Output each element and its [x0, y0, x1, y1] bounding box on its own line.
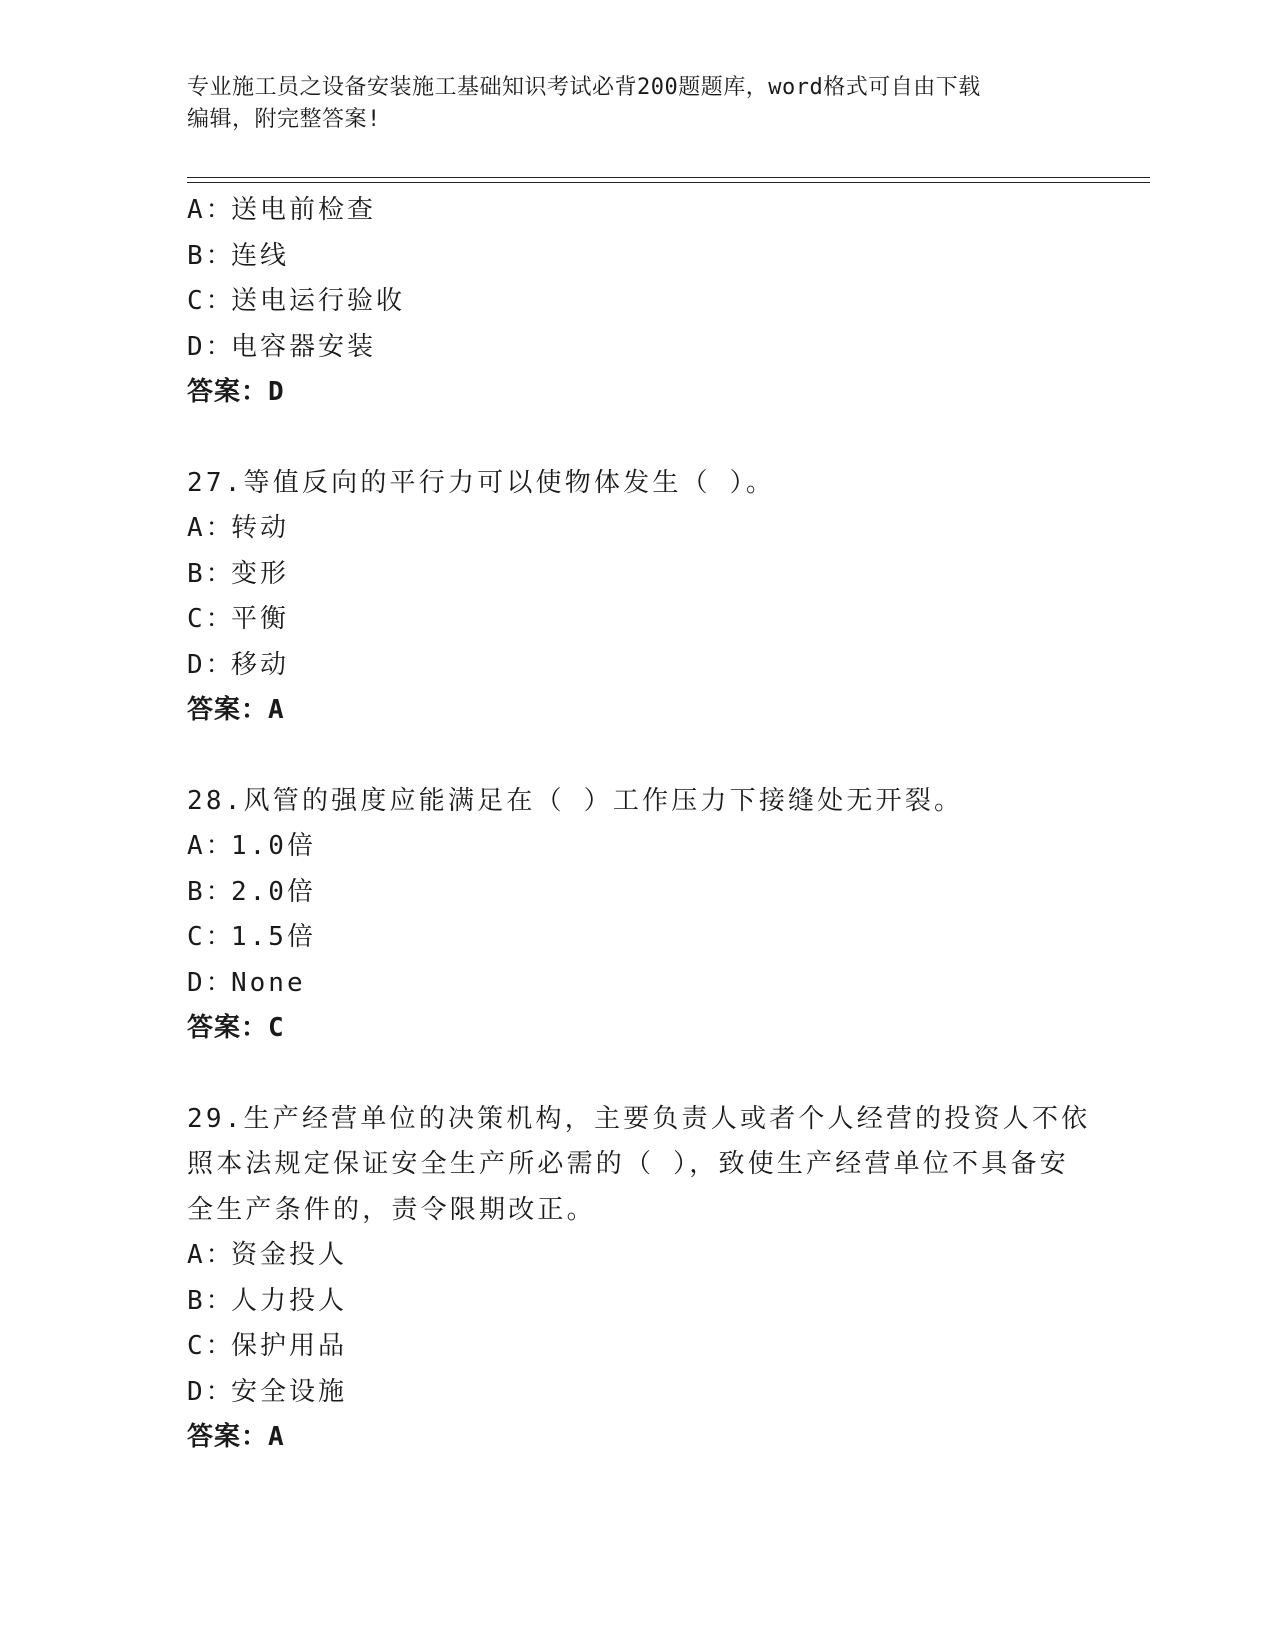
option-b — [187, 234, 1087, 280]
header-line-2: 编辑，附完整答案! — [187, 107, 381, 132]
option-text: 人力投人 — [231, 1285, 348, 1316]
option-key: C： — [187, 922, 235, 952]
answer-line: 答案：C — [187, 1013, 285, 1043]
option-key: D： — [187, 649, 235, 680]
option-d — [187, 325, 1087, 371]
option-c — [187, 915, 1087, 961]
option-text: 电容器安装 — [231, 331, 377, 362]
option-text: 变形 — [231, 558, 290, 589]
question-line: 29.生产经营单位的决策机构，主要负责人或者个人经营的投资人不依 — [187, 1103, 1091, 1134]
option-key: B： — [187, 876, 235, 907]
option-text: 平衡 — [231, 604, 290, 634]
option-text: 转动 — [231, 513, 290, 543]
block-spacer — [187, 734, 1087, 779]
option-d — [187, 1370, 1087, 1416]
option-key: A： — [187, 195, 235, 225]
option-text: 2.0倍 — [231, 876, 316, 907]
option-key: C： — [187, 286, 235, 316]
option-text: 保护用品 — [231, 1331, 348, 1361]
option-b — [187, 552, 1087, 598]
question-block-29 — [187, 1097, 1091, 1461]
block-spacer — [187, 1052, 1087, 1097]
document-header — [187, 72, 1067, 136]
option-text: 连线 — [231, 240, 290, 271]
option-c — [187, 597, 1087, 643]
question-text — [187, 1097, 1091, 1234]
option-a — [187, 506, 1087, 552]
answer-line: 答案：D — [187, 377, 285, 407]
option-key: B： — [187, 240, 235, 271]
option-b — [187, 870, 1087, 916]
option-d — [187, 643, 1087, 689]
question-line: 28.风管的强度应能满足在（ ）工作压力下接缝处无开裂。 — [187, 785, 964, 816]
option-text: 1.5倍 — [231, 922, 316, 952]
block-spacer — [187, 416, 1087, 461]
option-key: D： — [187, 967, 235, 998]
option-text: 资金投人 — [231, 1240, 348, 1270]
header-divider-top — [187, 177, 1150, 178]
option-text: 送电运行验收 — [231, 286, 406, 316]
answer-line: 答案：A — [187, 695, 285, 725]
option-text: 1.0倍 — [231, 831, 316, 861]
option-text: 安全设施 — [231, 1376, 348, 1407]
question-line: 全生产条件的，责令限期改正。 — [187, 1194, 596, 1225]
option-key: C： — [187, 604, 235, 634]
option-key: B： — [187, 1285, 235, 1316]
option-key: C： — [187, 1331, 235, 1361]
question-block-28 — [187, 779, 1087, 1052]
option-a — [187, 188, 1087, 234]
question-block-27 — [187, 461, 1087, 734]
option-text: None — [231, 967, 306, 998]
option-d — [187, 961, 1087, 1007]
option-key: A： — [187, 831, 235, 861]
option-key: A： — [187, 513, 235, 543]
option-key: D： — [187, 1376, 235, 1407]
option-b — [187, 1279, 1087, 1325]
option-a — [187, 1233, 1087, 1279]
question-line: 27.等值反向的平行力可以使物体发生（ ）。 — [187, 467, 776, 498]
answer-line: 答案：A — [187, 1422, 285, 1452]
option-text: 移动 — [231, 649, 290, 680]
question-text — [187, 461, 1087, 507]
option-c — [187, 1324, 1087, 1370]
option-key: A： — [187, 1240, 235, 1270]
option-text: 送电前检查 — [231, 195, 377, 225]
option-key: D： — [187, 331, 235, 362]
question-text — [187, 779, 1087, 825]
question-line: 照本法规定保证安全生产所必需的（ ），致使生产经营单位不具备安 — [187, 1149, 1069, 1179]
option-a — [187, 824, 1087, 870]
question-block-26 — [187, 188, 1087, 416]
option-c — [187, 279, 1087, 325]
header-line-1: 专业施工员之设备安装施工基础知识考试必背200题题库，word格式可自由下载 — [187, 75, 981, 100]
question-list — [187, 188, 1091, 1461]
option-key: B： — [187, 558, 235, 589]
header-divider-bottom — [187, 182, 1150, 183]
